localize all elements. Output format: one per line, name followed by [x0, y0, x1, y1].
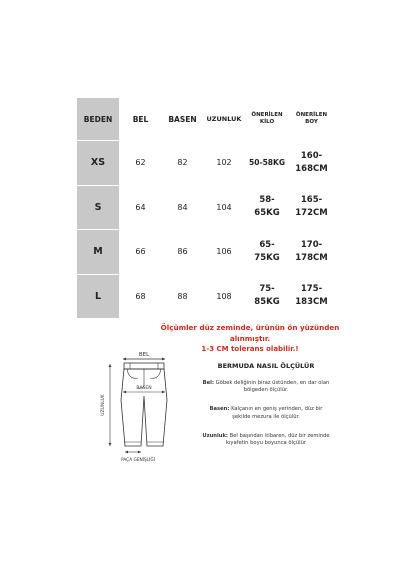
size-label: L — [77, 274, 120, 319]
header-onerilen-boy — [290, 98, 334, 141]
guide-basen-text-2: şekilde mezura ile ölçülür. — [232, 413, 300, 420]
kilo-line2: 75KG — [254, 252, 280, 263]
pocket-right — [150, 369, 161, 378]
table-row — [77, 274, 334, 319]
guide-title: BERMUDA NASIL ÖLÇÜLÜR — [217, 362, 315, 370]
uzunluk-value: 106 — [204, 230, 245, 275]
bel-arrow-left — [123, 358, 126, 361]
boy-value — [290, 141, 334, 186]
header-bel: BEL — [120, 98, 162, 141]
boy-value — [290, 185, 334, 230]
guide-basen-text-1: Kalçanın en geniş yerinden, düz bir — [229, 406, 323, 413]
boy-line2: 183CM — [295, 297, 328, 308]
table-row — [77, 141, 334, 186]
table-header-row — [77, 98, 334, 141]
basen-value: 82 — [162, 141, 204, 186]
shorts-illustration — [92, 348, 192, 473]
guide-bel-text-2: bölgeden ölçülür. — [243, 387, 289, 394]
uzunluk-arrow-bottom — [109, 443, 112, 446]
bel-label: BEL — [138, 352, 150, 358]
uzunluk-label: UZUNLUK — [101, 394, 106, 416]
basen-value: 84 — [162, 185, 204, 230]
basen-arrow-right — [162, 391, 165, 394]
pocket-left — [127, 369, 138, 378]
kilo-line2: 85KG — [254, 297, 280, 308]
basen-value: 88 — [162, 274, 204, 319]
note-line1: Ölçümler düz zeminde, ürünün ön yüzünden — [160, 323, 340, 332]
kilo-line1: 50-58KG — [249, 158, 285, 168]
basen-label: BASEN — [136, 386, 152, 391]
note-tolerance: 1-3 CM tolerans olabilir.! — [201, 345, 299, 353]
header-uzunluk: UZUNLUK — [204, 98, 245, 141]
bel-value: 64 — [120, 185, 162, 230]
guide-uzunluk-label: Uzunluk: — [202, 432, 228, 439]
paca-arrow-right — [138, 451, 141, 454]
guide-uzunluk-text-2: kıyafetin boyu boyunca ölçülür — [225, 440, 306, 447]
header-boy-line2: BOY — [305, 119, 318, 125]
header-boy-line1: ÖNERİLEN — [295, 112, 328, 118]
table-row — [77, 185, 334, 230]
basen-arrow-left — [123, 391, 126, 394]
bel-value: 66 — [120, 230, 162, 275]
kilo-value — [245, 141, 290, 186]
guide-uzunluk-text-1: Bel başından itibaren, düz bir zeminde — [227, 432, 330, 439]
bermuda-diagram — [92, 348, 192, 473]
guide-basen — [186, 406, 346, 420]
kilo-value — [245, 185, 290, 230]
boy-line1: 175- — [300, 284, 323, 295]
measure-guide — [186, 362, 346, 459]
guide-uzunluk — [186, 433, 346, 447]
boy-line1: 160- — [300, 150, 323, 161]
boy-line2: 172CM — [295, 208, 328, 219]
boy-line2: 168CM — [295, 163, 328, 174]
size-label: S — [77, 185, 120, 230]
kilo-line2: 65KG — [254, 208, 280, 219]
note-line2: alınmıştır. — [229, 334, 271, 343]
boy-line1: 170- — [300, 239, 323, 250]
bel-value: 68 — [120, 274, 162, 319]
guide-bel — [186, 380, 346, 394]
kilo-value — [245, 274, 290, 319]
kilo-line1: 65- — [259, 239, 275, 250]
table-row — [77, 230, 334, 275]
boy-line2: 178CM — [295, 252, 328, 263]
basen-value: 86 — [162, 230, 204, 275]
kilo-line1: 75- — [259, 284, 275, 295]
paca-arrow-left — [125, 451, 128, 454]
size-label: XS — [77, 141, 120, 186]
size-label: M — [77, 230, 120, 275]
boy-value — [290, 230, 334, 275]
guide-bel-label: Bel: — [202, 380, 214, 386]
boy-value — [290, 274, 334, 319]
header-basen: BASEN — [162, 98, 204, 141]
guide-basen-label: Basen: — [209, 406, 230, 413]
header-beden: BEDEN — [77, 98, 120, 141]
bel-value: 62 — [120, 141, 162, 186]
bel-arrow-right — [162, 358, 165, 361]
paca-label: PAÇA GENİŞLİĞİ — [121, 458, 155, 463]
kilo-line1: 58- — [259, 195, 275, 206]
uzunluk-arrow-top — [109, 364, 112, 367]
boy-line1: 165- — [300, 195, 323, 206]
header-kilo-line1: ÖNERİLEN — [251, 112, 283, 118]
header-onerilen-kilo — [245, 98, 290, 141]
uzunluk-value: 102 — [204, 141, 245, 186]
kilo-value — [245, 230, 290, 275]
uzunluk-value: 108 — [204, 274, 245, 319]
uzunluk-value: 104 — [204, 185, 245, 230]
size-table — [76, 97, 334, 319]
header-kilo-line2: KİLO — [259, 119, 275, 125]
guide-bel-text-1: Göbek deliğinin biraz üstünden, en dar olan — [214, 380, 330, 386]
